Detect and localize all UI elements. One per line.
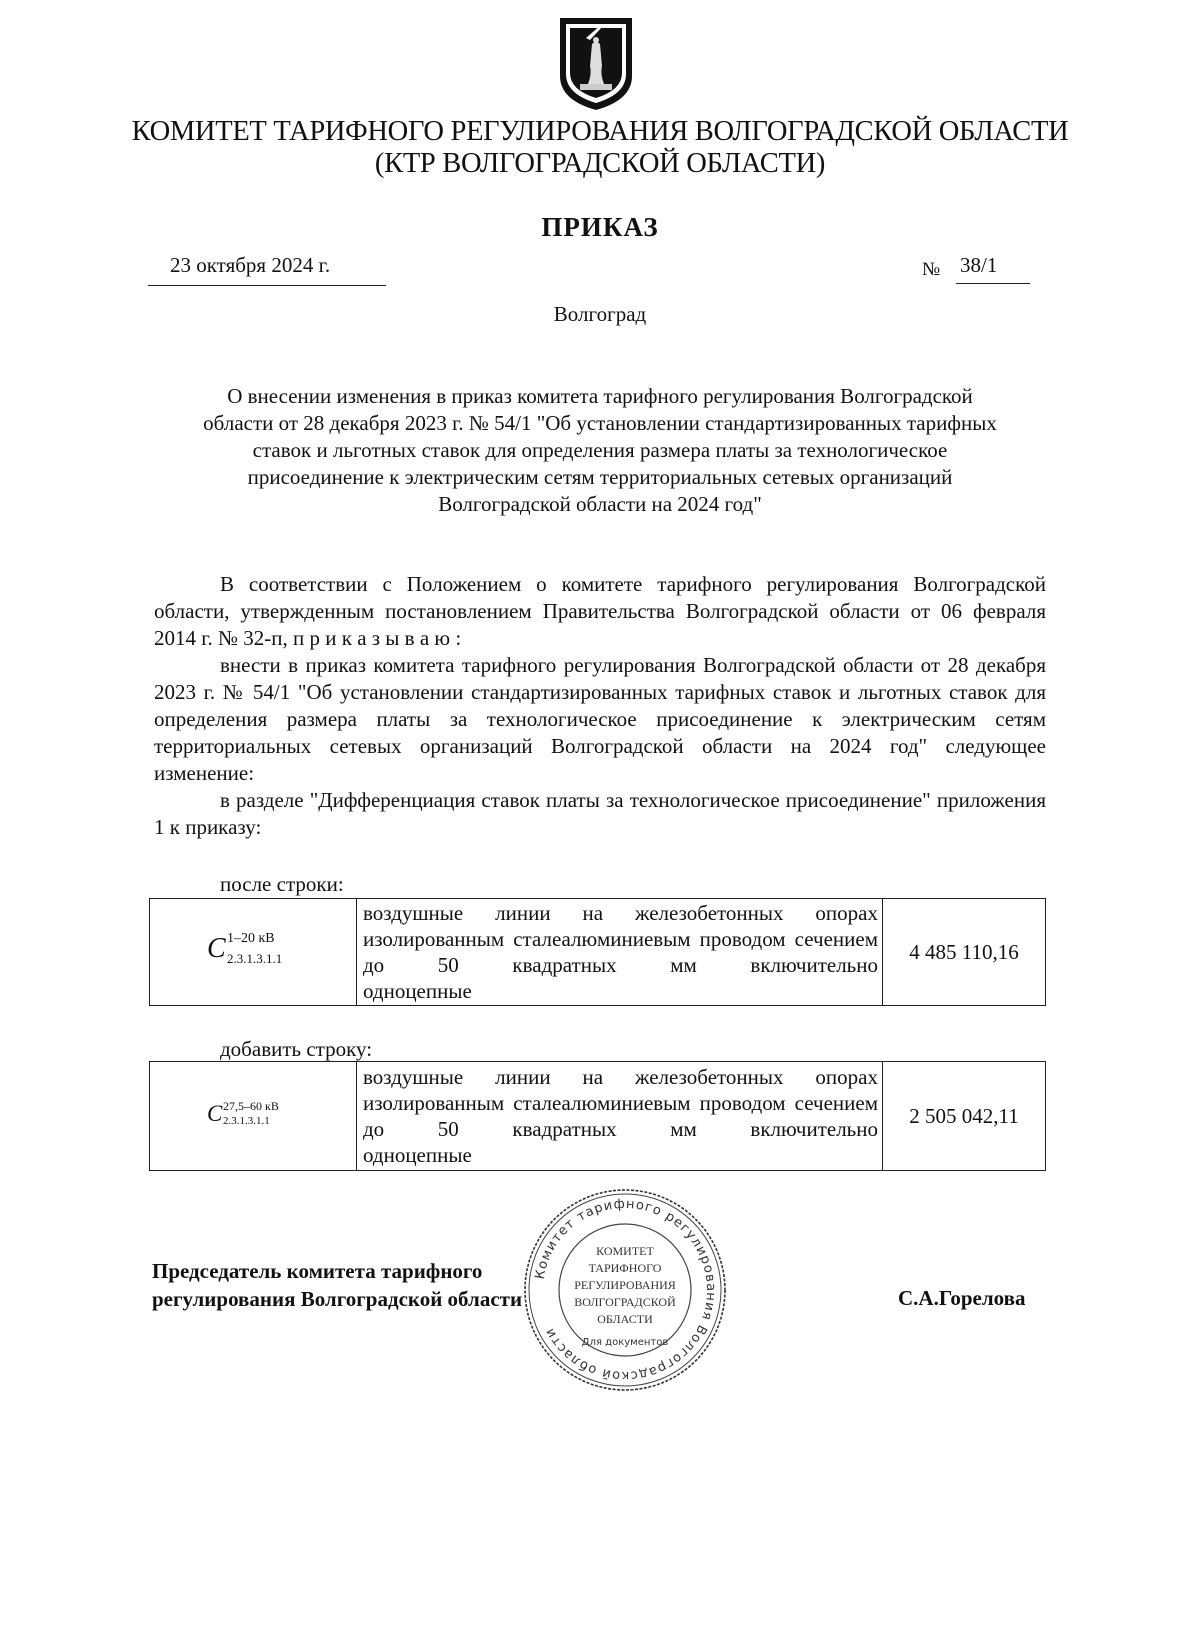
svg-text:Для документов: Для документов xyxy=(581,1337,669,1348)
add-row-label: добавить строку: xyxy=(220,1037,373,1061)
rate-voltage: 27,5–60 кВ xyxy=(223,1099,279,1113)
rate-description: воздушные линии на железобетонных опорах изолированным сталеалюминиевым проводом сечением до 50 квадратных мм включительно xyxy=(363,901,878,977)
signatory-title-line1: Председатель комитета тарифного xyxy=(152,1259,483,1283)
rate-symbol xyxy=(203,929,303,969)
rate-value-cell: 4 485 110,16 xyxy=(883,899,1046,1006)
preamble-paragraph xyxy=(154,571,1046,652)
organization-abbreviation: (КТР ВОЛГОГРАДСКОЙ ОБЛАСТИ) xyxy=(374,148,826,179)
rate-index: 2.3.1.3.1.1 xyxy=(227,951,283,966)
table-row xyxy=(150,899,1046,1006)
svg-text:КОМИТЕТ: КОМИТЕТ xyxy=(596,1244,654,1258)
table-row xyxy=(150,1062,1046,1171)
rate-symbol xyxy=(203,1093,303,1133)
document-date: 23 октября 2024 г. xyxy=(170,253,331,277)
svg-text:ТАРИФНОГО: ТАРИФНОГО xyxy=(588,1261,662,1275)
signatory-name: С.А.Горелова xyxy=(898,1286,1026,1310)
svg-text:Комитет тарифного регулировани: Комитет тарифного регулирования Волгоградской области xyxy=(532,1196,719,1384)
rate-description-last: одноцепные xyxy=(363,979,472,1003)
svg-text:РЕГУЛИРОВАНИЯ: РЕГУЛИРОВАНИЯ xyxy=(574,1278,676,1292)
svg-text:ВОЛГОГРАДСКОЙ: ВОЛГОГРАДСКОЙ xyxy=(574,1295,676,1309)
organization-name: КОМИТЕТ ТАРИФНОГО РЕГУЛИРОВАНИЯ ВОЛГОГРАДСКОЙ ОБЛАСТИ xyxy=(131,116,1069,147)
existing-rate-table xyxy=(149,898,1046,1006)
rate-description-last: одноцепные xyxy=(363,1143,472,1167)
rate-value-cell: 2 505 042,11 xyxy=(883,1062,1046,1171)
date-field xyxy=(148,253,386,286)
signatory-title xyxy=(152,1257,522,1313)
rate-description-cell xyxy=(357,899,883,1006)
number-line xyxy=(956,253,1030,284)
added-rate-table xyxy=(149,1061,1046,1171)
rate-code-cell xyxy=(150,899,357,1006)
rate-symbol-letter: C xyxy=(207,1101,223,1126)
rate-code-cell xyxy=(150,1062,357,1171)
rate-description: воздушные линии на железобетонных опорах изолированным сталеалюминиевым проводом сечением до 50 квадратных мм включительно xyxy=(363,1065,878,1141)
official-seal-icon xyxy=(520,1185,730,1395)
section-paragraph: в разделе "Дифференциация ставок платы за технологическое присоединение" приложения 1 к приказу: xyxy=(154,788,1046,839)
svg-text:ОБЛАСТИ: ОБЛАСТИ xyxy=(597,1312,653,1326)
order-word: п р и к а з ы в а ю : xyxy=(293,626,462,650)
number-sign: № xyxy=(922,259,941,280)
rate-description-cell xyxy=(357,1062,883,1171)
rate-symbol-letter: C xyxy=(207,933,226,964)
preamble-text: В соответствии с Положением о комитете тарифного регулирования Волгоградской области, утвержденным постановлением Правительства Волгоградской области от 06 февраля 2014 г. № 32-п, xyxy=(154,572,1046,650)
document-subject: О внесении изменения в приказ комитета тарифного регулирования Волгоградской области от 28 декабря 2023 г. № 54/1 "Об установлении стандартизированных тарифных ставок и льготных ставок для определения размера платы за технологическое присоединение к электрическим сетям территориальных сетевых организаций Волгоградской области на 2024 год" xyxy=(203,384,997,516)
order-paragraph: внести в приказ комитета тарифного регулирования Волгоградской области от 28 декабря 2023 г. № 54/1 "Об установлении стандартизированных тарифных ставок и льготных ставок для определения размера платы за технологическое присоединение к электрическим сетям территориальных сетевых организаций Волгоградской области на 2024 год" следующее изменение: xyxy=(154,653,1046,785)
rate-index: 2.3.1.3.1.1 xyxy=(223,1115,270,1127)
document-type: ПРИКАЗ xyxy=(541,212,659,242)
number-field xyxy=(922,253,1030,285)
document-place: Волгоград xyxy=(553,302,647,326)
document-number: 38/1 xyxy=(960,253,998,277)
rate-voltage: 1–20 кВ xyxy=(227,931,275,946)
signatory-title-line2: регулирования Волгоградской области xyxy=(152,1287,523,1311)
coat-of-arms-icon xyxy=(556,14,636,112)
after-row-label: после строки: xyxy=(220,872,344,896)
